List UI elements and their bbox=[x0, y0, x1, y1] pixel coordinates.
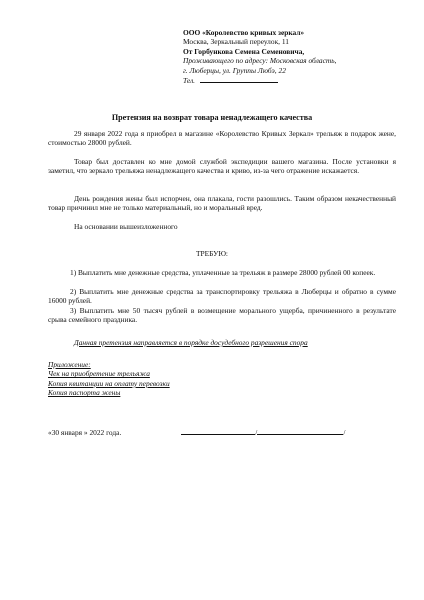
paragraph-damage: День рождения жены был испорчен, она плакала, гости разошлись. Таким образом некачественный товар причинил мне не только материальный, но и моральный вред. bbox=[48, 194, 396, 213]
pretrial-note: Данная претензия направляется в порядке досудебного разрешения спора bbox=[74, 338, 308, 347]
paragraph-defect: Товар был доставлен ко мне домой службой экспедиции вашего магазина. После установки я заметил, что зеркало трельяжа ненадлежащего качества и криво, из-за чего отражение искажается. bbox=[48, 157, 396, 176]
demand-heading: ТРЕБУЮ: bbox=[195, 249, 228, 258]
signature-separator: / bbox=[255, 428, 258, 437]
signature-blank bbox=[181, 427, 258, 437]
document-title: Претензия на возврат товара ненадлежащего качества bbox=[111, 113, 313, 122]
attachment-item: Копия квитанции на оплату перевозки bbox=[48, 378, 170, 388]
attachment-item: Чек на приобретение трельяжа bbox=[48, 369, 150, 379]
demand-item-2: 2) Выплатить мне денежные средства за транспортировку трельяжа в Люберцы и обратно в сумме 16000 рублей. bbox=[48, 287, 396, 306]
sender-residence-line-1: Проживающего по адресу: Московская область, bbox=[183, 56, 337, 66]
paragraph-basis: На основании вышеизложенного bbox=[74, 222, 178, 231]
addressee-block bbox=[183, 28, 413, 85]
paragraph-purchase: 29 января 2022 года я приобрел в магазине «Королевство Кривых Зеркал» трельяж в подарок жене, стоимостью 28000 рублей. bbox=[48, 129, 396, 148]
signature-end-separator: / bbox=[343, 428, 346, 437]
phone-label: Тел. bbox=[183, 76, 196, 86]
recipient-address: Москва, Зеркальный переулок, 11 bbox=[183, 37, 289, 47]
demand-item-1: 1) Выплатить мне денежные средства, уплаченные за трельяж в размере 28000 рублей 00 копеек. bbox=[70, 268, 376, 277]
sender-residence-line-2: г. Люберцы, ул. Группы Любэ, 22 bbox=[183, 65, 286, 75]
phone-line bbox=[183, 75, 413, 85]
signature-line bbox=[48, 427, 408, 437]
phone-blank bbox=[200, 75, 278, 83]
name-blank bbox=[257, 427, 346, 437]
demand-item-3: 3) Выплатить мне 50 тысяч рублей в возмещение морального ущерба, причиненного в результате срыва семейного праздника. bbox=[48, 306, 396, 325]
signature-date: «30 января » 2022 года. bbox=[48, 428, 122, 437]
attachment-item: Копия паспорта жены bbox=[48, 388, 121, 398]
sender-name: От Горбункова Семена Семеновича, bbox=[183, 46, 305, 56]
attachments-heading: Приложение: bbox=[48, 360, 91, 369]
recipient-org: ООО «Королевство кривых зеркал» bbox=[183, 28, 305, 37]
attachments-list bbox=[48, 360, 396, 398]
